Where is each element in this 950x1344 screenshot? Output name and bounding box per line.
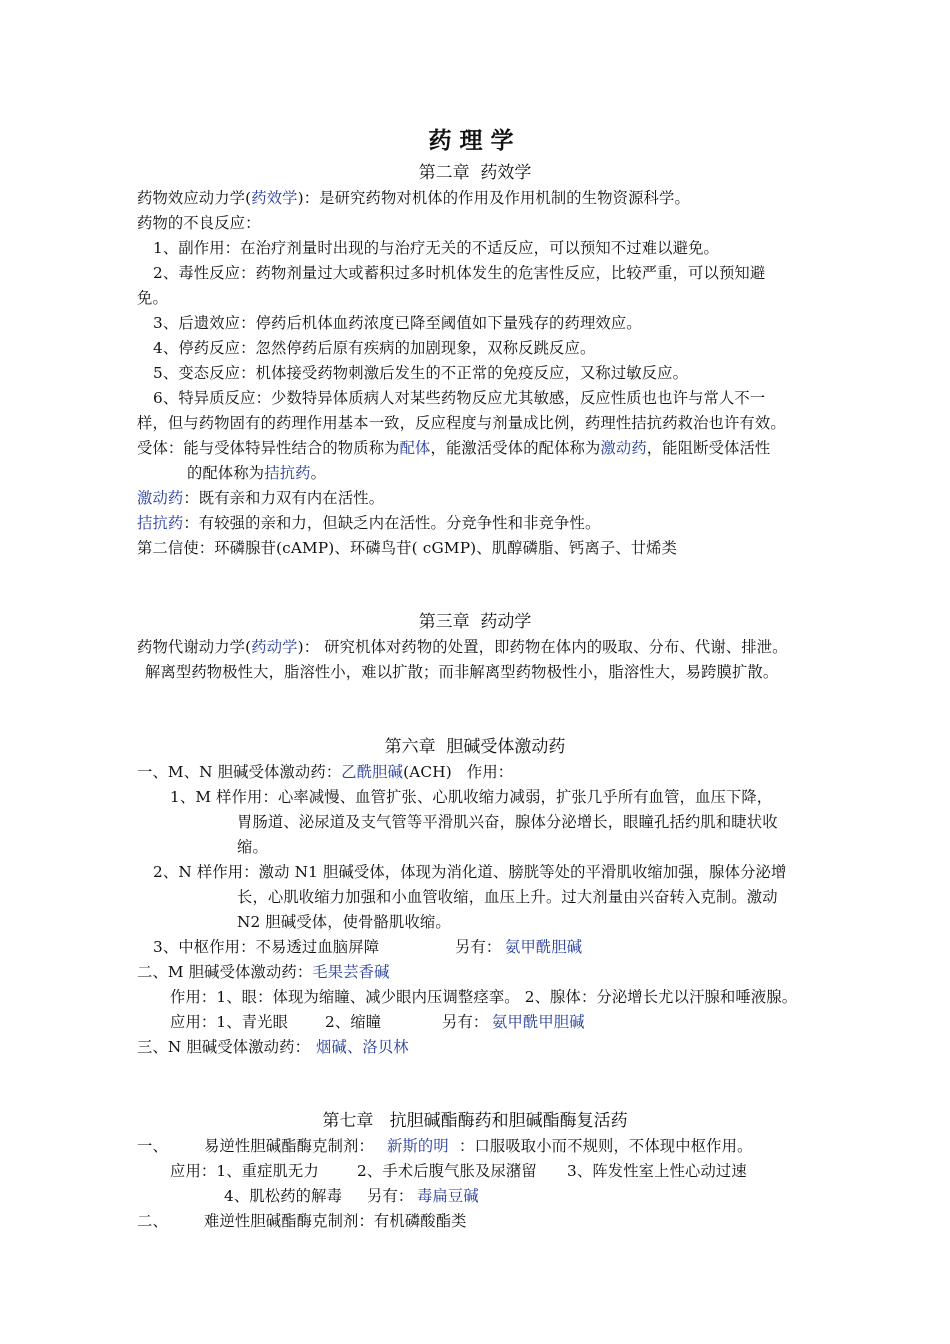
ch6-m-action-cont-1: 胃肠道、泌尿道及支气管等平滑肌兴奋，腺体分泌增长，眼瞳孔括约肌和睫状收: [237, 813, 778, 831]
ch2-agonist-def: 激动药：既有亲和力双有内在活性。: [137, 489, 385, 507]
term-bethanechol: 氨甲酰甲胆碱: [492, 1013, 585, 1031]
chapter-3-heading: 第三章 药动学: [418, 612, 532, 632]
term-neostigmine: 新斯的明: [387, 1137, 449, 1155]
ch2-item-4: 4、停药反应：忽然停药后原有疾病的加剧现象，双称反跳反应。: [153, 339, 596, 357]
term-agonist-2: 激动药: [137, 489, 184, 507]
ch3-ionization: 解离型药物极性大，脂溶性小，难以扩散；而非解离型药物极性小，脂溶性大，易跨膜扩散。: [145, 663, 779, 681]
ch2-antagonist-def: 拮抗药：有较强的亲和力，但缺乏内在活性。分竞争性和非竞争性。: [137, 514, 601, 532]
ch6-central-action: 3、中枢作用：不易透过血脑屏障 另有： 氨甲酰胆碱: [153, 938, 583, 956]
term-pharmacokinetics: 药动学: [251, 638, 298, 656]
ch6-pilocarpine-use: 应用：1、青光眼 2、缩瞳 另有： 氨甲酰甲胆碱: [170, 1013, 585, 1031]
ch6-m-action: 1、M 样作用：心率减慢、血管扩张、心肌收缩力减弱，扩张几乎所有血管，血压下降，: [170, 788, 773, 806]
ch2-receptor-cont: 的配体称为拮抗药。: [187, 464, 327, 482]
term-pharmacodynamics: 药效学: [251, 189, 298, 207]
ch2-definition: 药物效应动力学(药效学)：是研究药物对机体的作用及作用机制的生物资源科学。: [137, 189, 690, 207]
term-nicotine: 烟碱: [316, 1038, 347, 1056]
term-antagonist: 拮抗药: [264, 464, 311, 482]
term-acetylcholine: 乙酰胆碱: [341, 763, 404, 781]
ch2-item-5: 5、变态反应：机体接受药物刺激后发生的不正常的免疫反应，又称过敏反应。: [153, 364, 689, 382]
ch2-item-3: 3、后遗效应：停药后机体血药浓度已降至阈值如下量残存的药理效应。: [153, 314, 642, 332]
ch7-section-1: 一、 易逆性胆碱酯酶克制剂： 新斯的明 ：口服吸取小而不规则，不体现中枢作用。: [137, 1137, 753, 1155]
ch7-neostigmine-use-cont: 4、肌松药的解毒 另有： 毒扁豆碱: [224, 1187, 479, 1205]
term-carbachol: 氨甲酰胆碱: [505, 938, 583, 956]
ch2-item-2-cont: 免。: [137, 289, 168, 307]
term-agonist: 激动药: [600, 439, 647, 457]
ch2-item-6: 6、特异质反应：少数特异体质病人对某些药物反应尤其敏感，反应性质也也许与常人不一: [153, 389, 766, 407]
term-physostigmine: 毒扁豆碱: [417, 1187, 479, 1205]
term-antagonist-2: 拮抗药: [137, 514, 184, 532]
chapter-6-heading: 第六章 胆碱受体激动药: [384, 737, 566, 757]
ch6-n-action: 2、N 样作用：激动 N1 胆碱受体，体现为消化道、膀胱等处的平滑肌收缩加强，腺体分泌增: [153, 863, 787, 881]
document-title: 药理学: [428, 127, 522, 154]
ch2-item-2: 2、毒性反应：药物剂量过大或蓄积过多时机体发生的危害性反应，比较严重，可以预知避: [153, 264, 766, 282]
ch6-section-2: 二、M 胆碱受体激动药：毛果芸香碱: [137, 963, 390, 981]
ch7-section-2: 二、 难逆性胆碱酯酶克制剂：有机磷酸酯类: [137, 1212, 467, 1230]
ch6-n-action-cont-1: 长，心肌收缩力加强和小血管收缩，血压上升。过大剂量由兴奋转入克制。激动: [237, 888, 778, 906]
chapter-2-heading: 第二章 药效学: [418, 163, 532, 183]
ch6-section-1: 一、M、N 胆碱受体激动药：乙酰胆碱(ACH) 作用：: [137, 763, 514, 781]
ch2-second-messenger: 第二信使：环磷腺苷(cAMP)、环磷鸟苷( cGMP)、肌醇磷脂、钙离子、廿烯类: [137, 539, 678, 557]
ch7-neostigmine-use: 应用：1、重症肌无力 2、手术后腹气胀及尿潴留 3、阵发性室上性心动过速: [170, 1162, 747, 1180]
ch6-m-action-cont-2: 缩。: [237, 838, 268, 856]
ch3-definition: 药物代谢动力学(药动学)： 研究机体对药物的处置，即药物在体内的吸取、分布、代谢、排泄。: [137, 638, 788, 656]
ch2-receptor: 受体：能与受体特异性结合的物质称为配体，能激活受体的配体称为激动药，能阻断受体活性: [137, 439, 771, 457]
chapter-7-heading: 第七章 抗胆碱酯酶药和胆碱酯酶复活药: [322, 1111, 628, 1131]
ch6-section-3: 三、N 胆碱受体激动药： 烟碱、洛贝林: [137, 1038, 409, 1056]
term-ligand: 配体: [399, 439, 431, 457]
term-pilocarpine: 毛果芸香碱: [312, 963, 390, 981]
ch2-item-6-cont: 样，但与药物固有的药理作用基本一致，反应程度与剂量成比例，药理性拮抗药救治也许有效。: [137, 414, 786, 432]
ch6-pilocarpine-action: 作用：1、眼：体现为缩瞳、减少眼内压调整痉挛。 2、腺体：分泌增长尤以汗腺和唾液腺。: [170, 988, 798, 1006]
ch2-adverse-title: 药物的不良反应：: [137, 214, 261, 232]
ch6-n-action-cont-2: N2 胆碱受体，使骨骼肌收缩。: [237, 913, 451, 931]
ch2-item-1: 1、副作用：在治疗剂量时出现的与治疗无关的不适反应，可以预知不过难以避免。: [153, 239, 719, 257]
term-lobeline: 洛贝林: [362, 1038, 409, 1056]
